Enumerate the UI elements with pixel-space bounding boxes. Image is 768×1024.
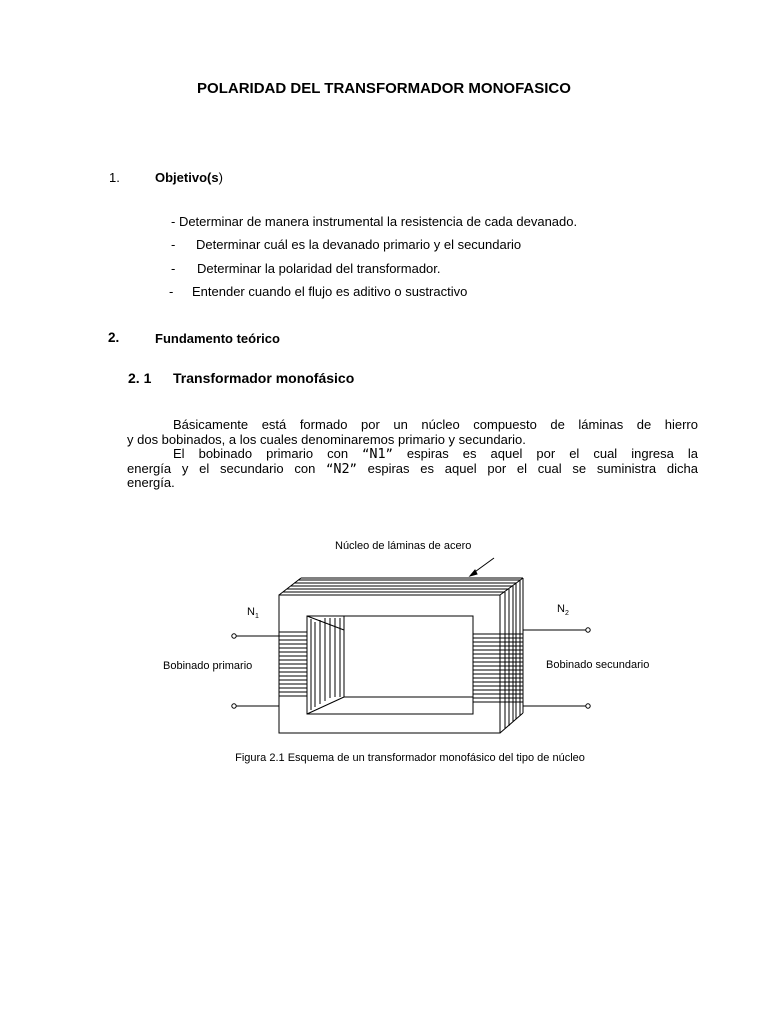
quote-close-2: ”	[349, 461, 357, 476]
core-label-arrowhead	[470, 570, 477, 576]
objective-item-2: Determinar cuál es la devanado primario y el secundario	[196, 237, 522, 252]
paragraph-line-1: Básicamente está formado por un núcleo compuesto de láminas de hierro	[173, 417, 698, 432]
paragraph-line-2: y dos bobinados, a los cuales denominaremos primario y secundario.	[127, 431, 526, 447]
core-side-laminations	[500, 578, 523, 733]
section-1-heading-close: )	[218, 170, 223, 185]
n1-term: N1	[369, 446, 386, 462]
page-title: POLARIDAD DEL TRANSFORMADOR MONOFASICO	[197, 80, 571, 97]
window-depth-laminations	[307, 616, 473, 714]
objective-dash-3: -	[171, 261, 176, 276]
core-window	[307, 616, 473, 714]
paragraph-line-5: energía.	[127, 475, 175, 490]
n2-label-sub: 2	[564, 610, 569, 618]
n2-term: N2	[333, 460, 350, 477]
objective-item-4: Entender cuando el flujo es aditivo o sustractivo	[192, 284, 468, 299]
core-label: Núcleo de láminas de acero	[335, 540, 472, 552]
primary-winding-label: Bobinado primario	[163, 660, 253, 672]
quote-open-2: “	[326, 461, 334, 476]
n1-label-main: N	[247, 606, 255, 618]
primary-winding-coils	[279, 632, 307, 696]
quote-open-1: “	[362, 447, 370, 461]
paragraph-line-3-end: espiras es aquel por el cual ingresa la	[392, 446, 699, 461]
n2-label-main: N	[557, 603, 565, 615]
section-1-number: 1.	[109, 170, 120, 185]
objective-dash-4: -	[169, 284, 174, 299]
paragraph-line-4-end: espiras es aquel por el cual se suministra dicha	[356, 460, 698, 476]
primary-terminal-top	[232, 634, 236, 638]
section-2-heading: Fundamento teórico	[155, 331, 280, 346]
secondary-winding-label: Bobinado secundario	[546, 659, 650, 671]
core-top-laminations	[279, 578, 523, 595]
quote-close-1: ”	[385, 447, 393, 461]
primary-terminal-bottom	[232, 704, 236, 708]
n1-label-sub: 1	[254, 613, 259, 621]
figure-caption: Figura 2.1 Esquema de un transformador monofásico del tipo de núcleo	[235, 752, 585, 764]
section-2-1-heading: Transformador monofásico	[173, 370, 355, 386]
section-2-1-number: 2. 1	[128, 370, 152, 386]
section-1-heading-bold: Objetivo(s	[155, 170, 219, 185]
objective-dash-2: -	[171, 237, 176, 252]
paragraph-line-3-start: El bobinado primario con	[173, 446, 363, 461]
objective-item-1: - Determinar de manera instrumental la resistencia de cada devanado.	[171, 214, 578, 229]
section-2-number: 2.	[108, 330, 120, 345]
objective-item-3: Determinar la polaridad del transformador.	[197, 261, 441, 276]
paragraph-line-4-start: energía y el secundario con	[127, 460, 327, 476]
secondary-terminal-bottom	[586, 704, 590, 708]
secondary-terminal-top	[586, 628, 590, 632]
